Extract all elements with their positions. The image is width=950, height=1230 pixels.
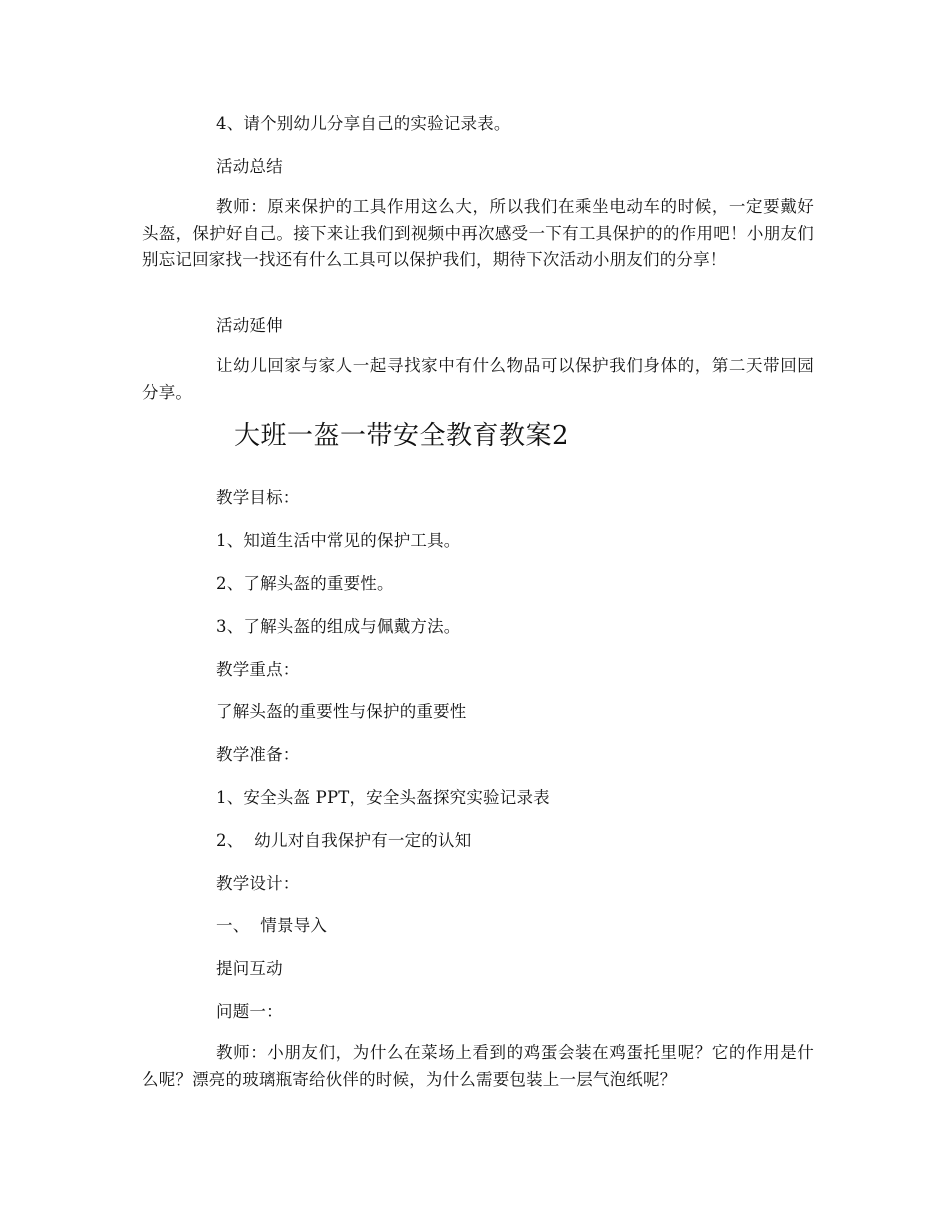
paragraph: 了解头盔的重要性与保护的重要性 bbox=[216, 702, 467, 721]
section-heading: 教学重点： bbox=[216, 660, 300, 679]
list-item: 1、知道生活中常见的保护工具。 bbox=[216, 531, 461, 550]
section-heading: 提问互动 bbox=[216, 959, 283, 978]
section-heading: 教学准备： bbox=[216, 745, 300, 764]
section-heading: 问题一： bbox=[216, 1002, 283, 1021]
list-item: 4、请个别幼儿分享自己的实验记录表。 bbox=[216, 114, 511, 133]
list-item: 一、 情景导入 bbox=[216, 916, 328, 935]
section-heading: 教学设计： bbox=[216, 874, 300, 893]
document-title: 大班一盔一带安全教育教案2 bbox=[234, 421, 570, 451]
list-item: 3、了解头盔的组成与佩戴方法。 bbox=[216, 617, 461, 636]
section-heading: 活动总结 bbox=[216, 157, 283, 176]
paragraph: 教师：原来保护的工具作用这么大，所以我们在乘坐电动车的时候，一定要戴好头盔，保护好自己。接下来让我们到视频中再次感受一下有工具保护的的作用吧！小朋友们别忘记回家找一找还有什么工具可以保护我们，期待下次活动小朋友们的分享！ bbox=[142, 197, 814, 269]
paragraph: 教师：小朋友们，为什么在菜场上看到的鸡蛋会装在鸡蛋托里呢？它的作用是什么呢？漂亮的玻璃瓶寄给伙伴的时候，为什么需要包装上一层气泡纸呢？ bbox=[142, 1043, 814, 1089]
list-item: 2、 幼儿对自我保护有一定的认知 bbox=[216, 831, 472, 850]
list-item: 2、了解头盔的重要性。 bbox=[216, 574, 394, 593]
section-heading: 活动延伸 bbox=[216, 316, 283, 335]
section-heading: 教学目标： bbox=[216, 488, 300, 507]
list-item: 1、安全头盔 PPT，安全头盔探究实验记录表 bbox=[216, 788, 550, 807]
paragraph: 让幼儿回家与家人一起寻找家中有什么物品可以保护我们身体的，第二天带回园分享。 bbox=[142, 356, 814, 402]
